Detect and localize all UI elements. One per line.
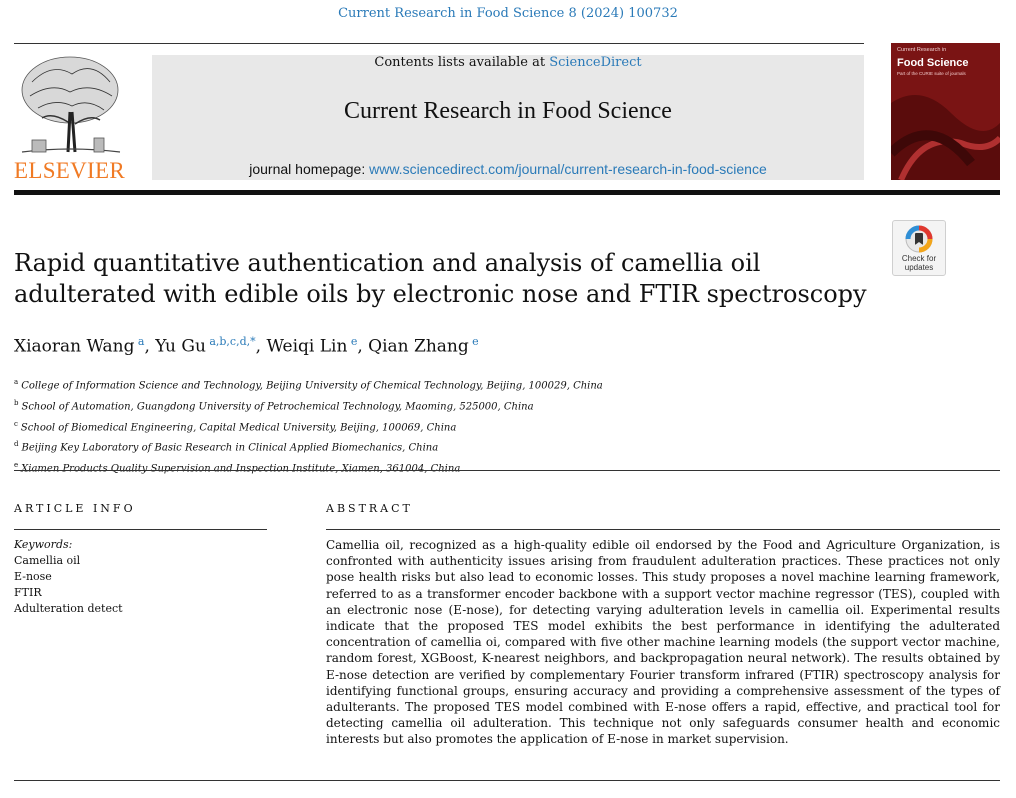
journal-banner (152, 55, 864, 180)
abstract-heading: ABSTRACT (326, 502, 413, 515)
header-thick-rule (14, 190, 1000, 195)
check-updates-label: Check for updates (901, 254, 937, 272)
cover-title: Food Science (897, 57, 969, 69)
author-affil-link[interactable]: e (472, 335, 479, 348)
author-name[interactable]: Weiqi Lin (266, 336, 348, 357)
affiliations (14, 374, 603, 478)
cover-brand: Current Research in (897, 47, 947, 53)
affiliation-item: $^a$ College of Information Science and Technology, Beijing University of Chemical Technology, Beijing, 100029, China (14, 378, 603, 392)
abstract-rule (326, 529, 1000, 530)
author-affil-link[interactable]: e (350, 335, 358, 348)
affiliation-item: $^b$ School of Automation, Guangdong University of Petrochemical Technology, Maoming, 525000, China (14, 398, 534, 413)
section-divider (14, 470, 1000, 471)
keywords-label: Keywords: (14, 538, 73, 551)
author-name[interactable]: Xiaoran Wang (14, 336, 135, 357)
author-name[interactable]: Qian Zhang (368, 336, 469, 357)
contents-line: Contents lists available at ScienceDirect (374, 55, 642, 70)
affiliation-item: $^e$ Xiamen Products Quality Supervision and Inspection Institute, Xiamen, 361004, China (14, 461, 461, 475)
journal-cover-thumbnail[interactable] (891, 43, 1000, 180)
article-title: Rapid quantitative authentication and analysis of camellia oil adulterated with edible oils by electronic nose and FTIR spectroscopy (14, 249, 867, 308)
header-top-rule (14, 43, 864, 44)
keywords-block (14, 537, 123, 617)
keyword-item: Adulteration detect (14, 602, 123, 615)
article-info-heading: ARTICLE INFO (14, 502, 136, 515)
running-head[interactable]: Current Research in Food Science 8 (2024) 100732 (338, 6, 678, 21)
homepage-line: journal homepage: www.sciencedirect.com/journal/current-research-in-food-science (249, 161, 767, 177)
elsevier-wordmark[interactable]: ELSEVIER (14, 158, 125, 183)
keyword-item: Camellia oil (14, 554, 81, 567)
bottom-rule (14, 780, 1000, 781)
journal-title: Current Research in Food Science (344, 98, 672, 124)
keyword-item: FTIR (14, 586, 42, 599)
author-name[interactable]: Yu Gu (155, 336, 206, 357)
keyword-item: E-nose (14, 570, 52, 583)
check-updates-icon (905, 225, 933, 253)
check-for-updates-button[interactable] (892, 220, 946, 276)
sciencedirect-link[interactable]: ScienceDirect (549, 55, 642, 70)
author-affil-link[interactable]: a (137, 335, 145, 348)
author-list: Xiaoran Wang $^a$, Yu Gu $^{a,b,c,d,*}$, Weiqi Lin $^e$, Qian Zhang $^e$ (14, 335, 479, 357)
journal-homepage-link[interactable]: www.sciencedirect.com/journal/current-research-in-food-science (369, 161, 767, 177)
affiliation-item: $^d$ Beijing Key Laboratory of Basic Research in Clinical Applied Biomechanics, China (14, 440, 439, 454)
author-affil-link[interactable]: a,b,c,d,* (209, 335, 256, 348)
article-info-rule (14, 529, 267, 530)
abstract-text: Camellia oil, recognized as a high-quality edible oil endorsed by the Food and Agriculture Organization, is confronted with authenticity issues arising from fraudulent adulteration practices. These practices not only pose health risks but also lead to economic losses. This study proposes a novel machine learning framework, referred to as a transformer encoder backbone with a support vector machine regressor (TES), coupled with an electronic nose (E-nose), for detecting varying adulteration levels in camellia oil. Experimental results indicate that the proposed TES model exhibits the best performance in identifying the adulterated concentration of camellia oi, compared with five other machine learning models (the support vector machine, random forest, XGBoost, K-nearest neighbors, and backpropagation neural network). The results obtained by E-nose detection are verified by complementary Fourier transform infrared (FTIR) spectroscopy analysis for identifying functional groups, ensuring accuracy and providing a comprehensive assessment of the types of adulterants. The proposed TES model combined with E-nose offers a rapid, effective, and practical tool for detecting camellia oil adulteration. This technique not only safeguards consumer health and economic interests but also promotes the application of E-nose in market supervision. (326, 538, 1000, 747)
affiliation-item: $^c$ School of Biomedical Engineering, Capital Medical University, Beijing, 100069, China (14, 419, 457, 433)
cover-subtitle: Part of the CURIE suite of journals (897, 71, 966, 76)
